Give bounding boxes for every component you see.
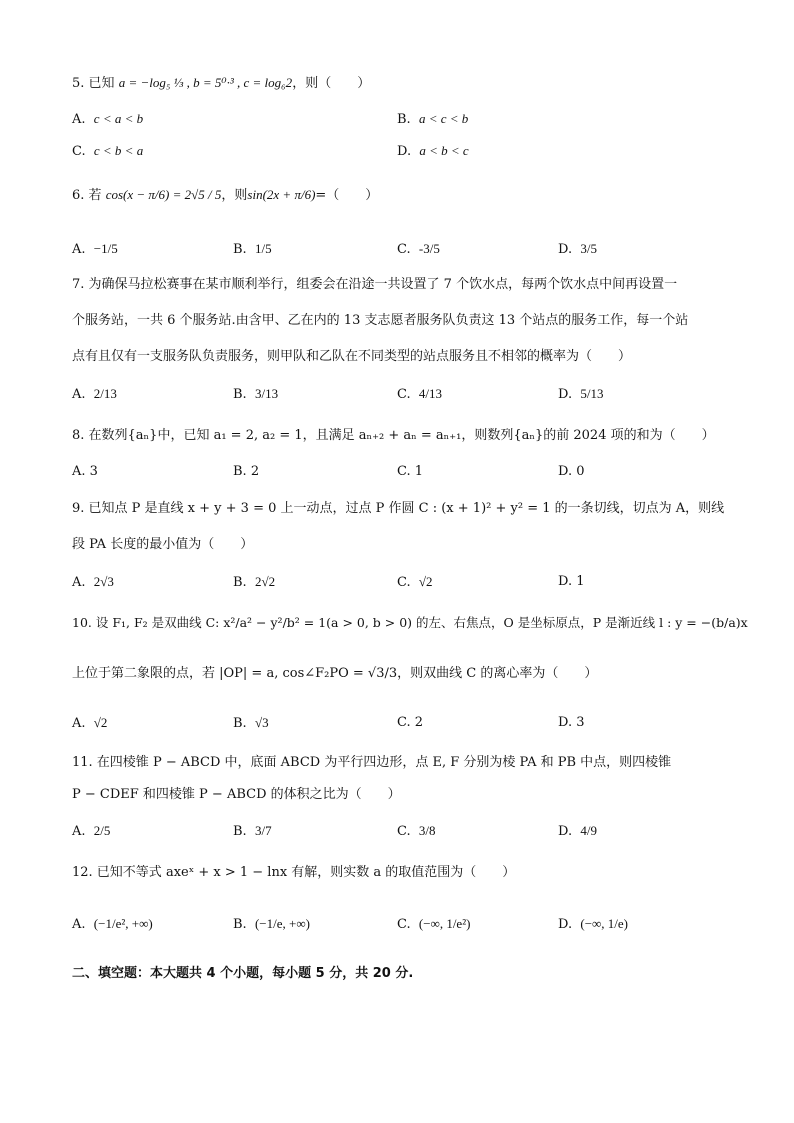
q12-option-c[interactable]: C. (−∞, 1/e²) (397, 916, 471, 932)
q8-option-d[interactable]: D. 0 (558, 464, 585, 479)
section-2-heading: 二、填空题：本大题共 4 个小题，每小题 5 分，共 20 分. (72, 966, 414, 981)
q10-option-d[interactable]: D. 3 (558, 715, 585, 730)
q7-option-c[interactable]: C. 4/13 (397, 386, 443, 402)
q11-option-a[interactable]: A. 2/5 (72, 823, 111, 839)
q11-option-d[interactable]: D. 4/9 (558, 823, 597, 839)
question-12: 12. 已知不等式 axeˣ + x > 1 − lnx 有解，则实数 a 的取值范围为（ ） (72, 865, 516, 880)
q9-option-a[interactable]: A. 2√3 (72, 574, 114, 590)
question-11-line-2: P − CDEF 和四棱锥 P − ABCD 的体积之比为（ ） (72, 787, 401, 802)
q11-option-c[interactable]: C. 3/8 (397, 823, 436, 839)
question-11-line-1: 11. 在四棱锥 P − ABCD 中，底面 ABCD 为平行四边形，点 E, F 分别为棱 PA 和 PB 中点，则四棱锥 (72, 755, 672, 770)
q7-option-a[interactable]: A. 2/13 (72, 386, 117, 402)
q7-option-d[interactable]: D. 5/13 (558, 386, 604, 402)
q5-option-d[interactable]: D. a < b < c (397, 143, 469, 159)
question-7-line-1: 7. 为确保马拉松赛事在某市顺利举行，组委会在沿途一共设置了 7 个饮水点，每两个饮水点中间再设置一 (72, 277, 678, 292)
q10-option-b[interactable]: B. √3 (233, 715, 269, 731)
question-10-line-1: 10. 设 F₁, F₂ 是双曲线 C: x²/a² − y²/b² = 1(a > 0, b > 0) 的左、右焦点，O 是坐标原点，P 是渐近线 l : y = −(b/a)x (72, 615, 748, 630)
question-5 (72, 74, 732, 93)
q9-option-c[interactable]: C. √2 (397, 574, 433, 590)
q6-option-a[interactable]: A. −1/5 (72, 241, 118, 257)
q8-option-a[interactable]: A. 3 (72, 464, 98, 479)
question-7-line-3: 点有且仅有一支服务队负责服务，则甲队和乙队在不同类型的站点服务且不相邻的概率为（ ） (72, 349, 632, 364)
q8-option-b[interactable]: B. 2 (233, 464, 260, 479)
question-10-line-2: 上位于第二象限的点，若 |OP| = a, cos∠F₂PO = √3/3，则双曲线 C 的离心率为（ ） (72, 666, 598, 681)
q6-option-c[interactable]: C. -3/5 (397, 241, 440, 257)
q12-option-d[interactable]: D. (−∞, 1/e) (558, 916, 628, 932)
question-5-pre: 已知 (88, 76, 115, 91)
question-5-number: 5. (72, 76, 85, 91)
q12-option-a[interactable]: A. (−1/e², +∞) (72, 916, 153, 932)
question-5-post: ，则（ ） (292, 76, 371, 91)
question-5-expression: a = −log₅ ⅓ , b = 5⁰·³ , c = log₆2 (118, 75, 293, 90)
q5-option-b[interactable]: B. a < c < b (397, 111, 469, 127)
q6-option-b[interactable]: B. 1/5 (233, 241, 272, 257)
question-9-line-1: 9. 已知点 P 是直线 x + y + 3 = 0 上一动点，过点 P 作圆 C : (x + 1)² + y² = 1 的一条切线，切点为 A，则线 (72, 501, 725, 516)
q6-option-d[interactable]: D. 3/5 (558, 241, 597, 257)
q11-option-b[interactable]: B. 3/7 (233, 823, 272, 839)
q10-option-c[interactable]: C. 2 (397, 715, 424, 730)
q9-option-d[interactable]: D. 1 (558, 574, 585, 589)
question-7-line-2: 个服务站，一共 6 个服务站.由含甲、乙在内的 13 支志愿者服务队负责这 13 个站点的服务工作，每一个站 (72, 313, 689, 328)
q7-option-b[interactable]: B. 3/13 (233, 386, 279, 402)
q10-option-a[interactable]: A. √2 (72, 715, 108, 731)
question-9-line-2: 段 PA 长度的最小值为（ ） (72, 537, 254, 552)
q12-option-b[interactable]: B. (−1/e, +∞) (233, 916, 310, 932)
question-8: 8. 在数列{aₙ}中，已知 a₁ = 2, a₂ = 1，且满足 aₙ₊₂ + aₙ = aₙ₊₁，则数列{aₙ}的前 2024 项的和为（ ） (72, 428, 715, 443)
q5-option-c[interactable]: C. c < b < a (72, 143, 144, 159)
question-6-expression: cos(x − π/6) = 2√5 / 5 (105, 187, 222, 202)
q5-option-a[interactable]: A. c < a < b (72, 111, 144, 127)
question-6: 6. 若 cos(x − π/6) = 2√5 / 5，则sin(2x + π/6)=（ ） (72, 187, 379, 203)
q9-option-b[interactable]: B. 2√2 (233, 574, 276, 590)
q8-option-c[interactable]: C. 1 (397, 464, 424, 479)
